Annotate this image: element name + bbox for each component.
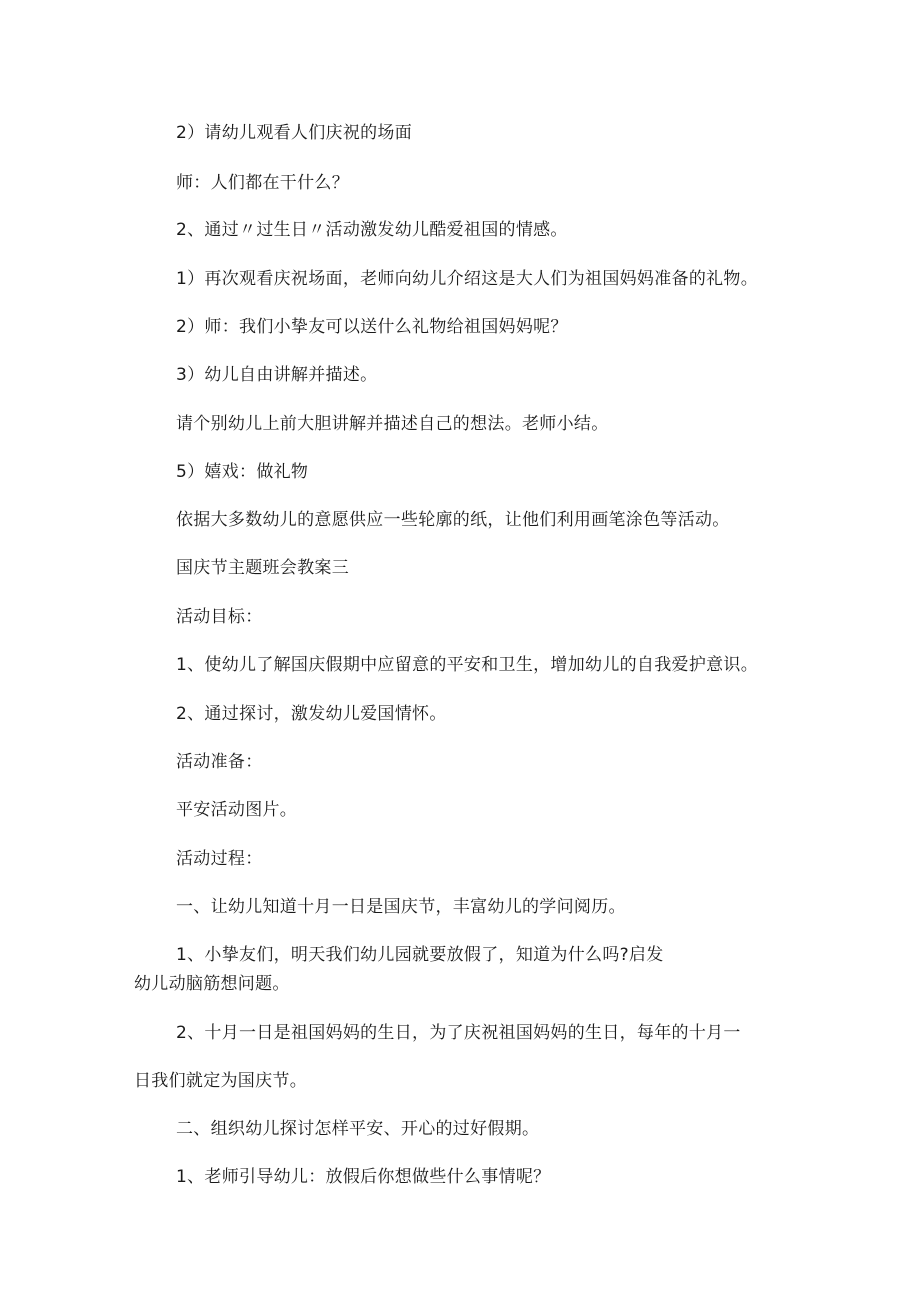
teacher-question-people: 师：人们都在干什么？: [176, 173, 349, 193]
activity-goals-heading: 活动目标：: [176, 607, 263, 627]
activity-preparation-heading: 活动准备：: [176, 752, 263, 772]
goal-1-safety-hygiene: 1、使幼儿了解国庆假期中应留意的平安和卫生，增加幼儿的自我爱护意识。: [176, 655, 759, 675]
section-2-birthday-activity: 2、通过〃过生日〃活动激发幼儿酷爱祖国的情感。: [176, 220, 568, 240]
activity-process-heading: 活动过程：: [176, 849, 263, 869]
goal-2-patriotism: 2、通过探讨，激发幼儿爱国情怀。: [176, 704, 447, 724]
step-2-teacher-gift-question: 2）师：我们小挚友可以送什么礼物给祖国妈妈呢？: [176, 317, 568, 337]
process-1-item-2-line-1: 2、十月一日是祖国妈妈的生日，为了庆祝祖国妈妈的生日，每年的十月一: [176, 1023, 741, 1043]
step-2-watch-celebration: 2）请幼儿观看人们庆祝的场面: [176, 123, 413, 143]
step-5-game-make-gift: 5）嬉戏：做礼物: [176, 462, 309, 482]
process-1-item-1-line-1: 1、小挚友们，明天我们幼儿园就要放假了，知道为什么吗?启发: [176, 945, 664, 965]
individual-talk-paragraph: 请个别幼儿上前大胆讲解并描述自己的想法。老师小结。: [176, 414, 609, 434]
preparation-pictures: 平安活动图片。: [176, 800, 298, 820]
process-part-1: 一、让幼儿知道十月一日是国庆节，丰富幼儿的学问阅历。: [176, 897, 626, 917]
process-1-item-1-line-2: 幼儿动脑筋想问题。: [134, 974, 290, 994]
step-3-free-talk: 3）幼儿自由讲解并描述。: [176, 365, 378, 385]
process-part-2: 二、组织幼儿探讨怎样平安、开心的过好假期。: [176, 1119, 540, 1139]
process-2-item-1: 1、老师引导幼儿：放假后你想做些什么事情呢？: [176, 1167, 551, 1187]
lesson-plan-three-title: 国庆节主题班会教案三: [176, 558, 349, 578]
step-1-watch-again: 1）再次观看庆祝场面，老师向幼儿介绍这是大人们为祖国妈妈准备的礼物。: [176, 269, 759, 289]
paper-coloring-paragraph: 依据大多数幼儿的意愿供应一些轮廓的纸，让他们利用画笔涂色等活动。: [176, 510, 730, 530]
process-1-item-2-line-2: 日我们就定为国庆节。: [134, 1071, 307, 1091]
